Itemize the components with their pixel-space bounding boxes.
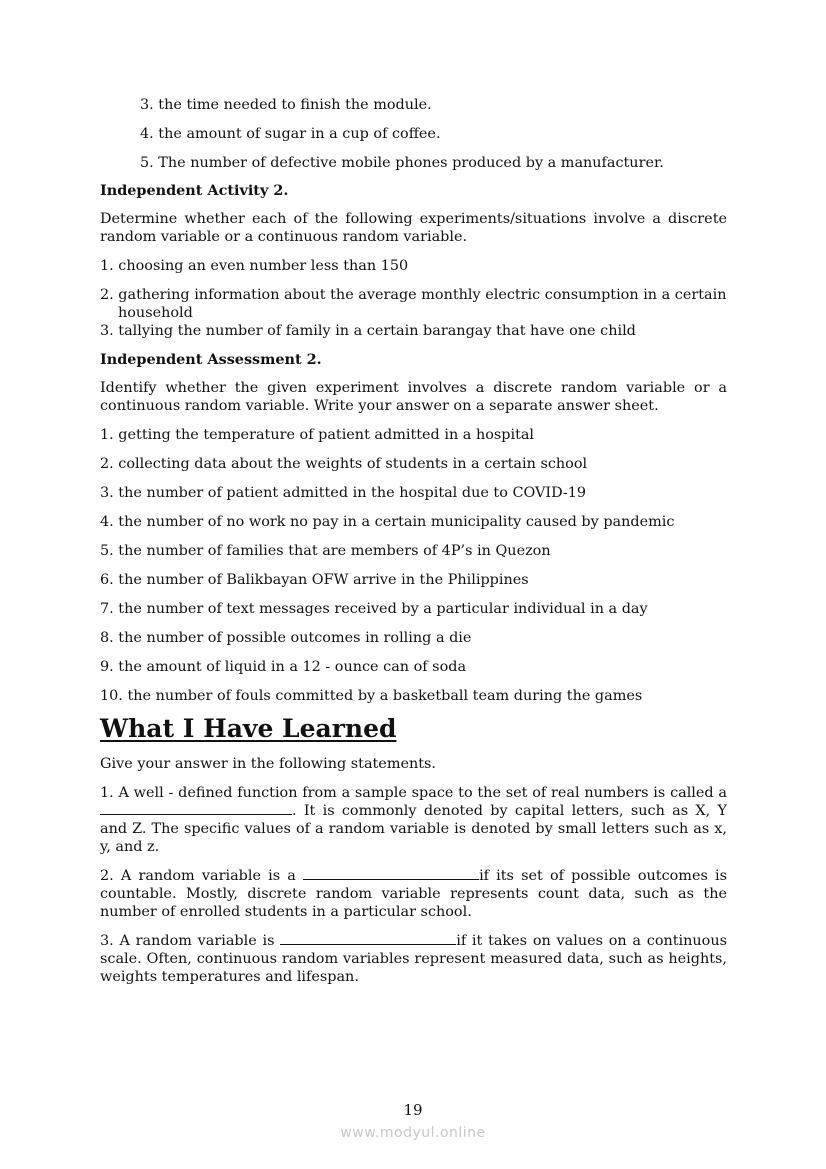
statement-2: 2. A random variable is a if its set of possible outcomes is countable. Mostly, discrete random variable represents count data, such as the number of enrolled students in a particular school. — [100, 868, 727, 920]
list-item: 6. the number of Balikbayan OFW arrive in the Philippines — [100, 572, 529, 588]
activity-instruction: Determine whether each of the following experiments/situations involve a discrete random variable or a continuous random variable. — [100, 211, 727, 245]
module-page — [100, 96, 727, 997]
answer-blank[interactable] — [303, 867, 479, 880]
answer-blank[interactable] — [100, 802, 292, 815]
assessment-heading: Independent Assessment 2. — [100, 351, 322, 368]
activity-heading: Independent Activity 2. — [100, 182, 289, 199]
list-item: 1. choosing an even number less than 150 — [100, 258, 409, 274]
list-item: 4. the number of no work no pay in a certain municipality caused by pandemic — [100, 514, 675, 530]
list-item: 1. getting the temperature of patient admitted in a hospital — [100, 427, 535, 443]
list-item: 5. The number of defective mobile phones produced by a manufacturer. — [140, 155, 664, 171]
list-item: 4. the amount of sugar in a cup of coffee. — [140, 126, 441, 142]
learned-instruction: Give your answer in the following statements. — [100, 756, 436, 772]
list-item: 9. the amount of liquid in a 12 - ounce can of soda — [100, 659, 467, 675]
watermark: www.modyul.online — [340, 1125, 486, 1141]
previous-activity-list — [100, 96, 727, 172]
list-item: 2. collecting data about the weights of students in a certain school — [100, 456, 588, 472]
answer-blank[interactable] — [280, 932, 456, 945]
statement-1: 1. A well - defined function from a sample space to the set of real numbers is called a . It is commonly denoted by capital letters, such as X, Y and Z. The specific values of a random variable is denoted by small letters such as x, y, and z. — [100, 785, 727, 855]
list-item: 7. the number of text messages received by a particular individual in a day — [100, 601, 648, 617]
section-title: What I Have Learned — [100, 714, 397, 743]
list-item: 8. the number of possible outcomes in rolling a die — [100, 630, 472, 646]
list-item: 10. the number of fouls committed by a basketball team during the games — [100, 688, 643, 704]
list-item: 3. the time needed to finish the module. — [140, 97, 432, 113]
list-item: 5. the number of families that are members of 4P’s in Quezon — [100, 543, 551, 559]
page-number: 19 — [403, 1101, 423, 1119]
list-item: 3. tallying the number of family in a certain barangay that have one child — [100, 323, 636, 339]
list-item: 3. the number of patient admitted in the hospital due to COVID-19 — [100, 485, 587, 501]
statement-3: 3. A random variable is if it takes on values on a continuous scale. Often, continuous random variables represent measured data, such as heights, weights temperatures and lifespan. — [100, 933, 727, 985]
assessment-instruction: Identify whether the given experiment involves a discrete random variable or a continuous random variable. Write your answer on a separate answer sheet. — [100, 380, 727, 414]
list-item: 2. gathering information about the average monthly electric consumption in a certain household — [100, 287, 727, 321]
